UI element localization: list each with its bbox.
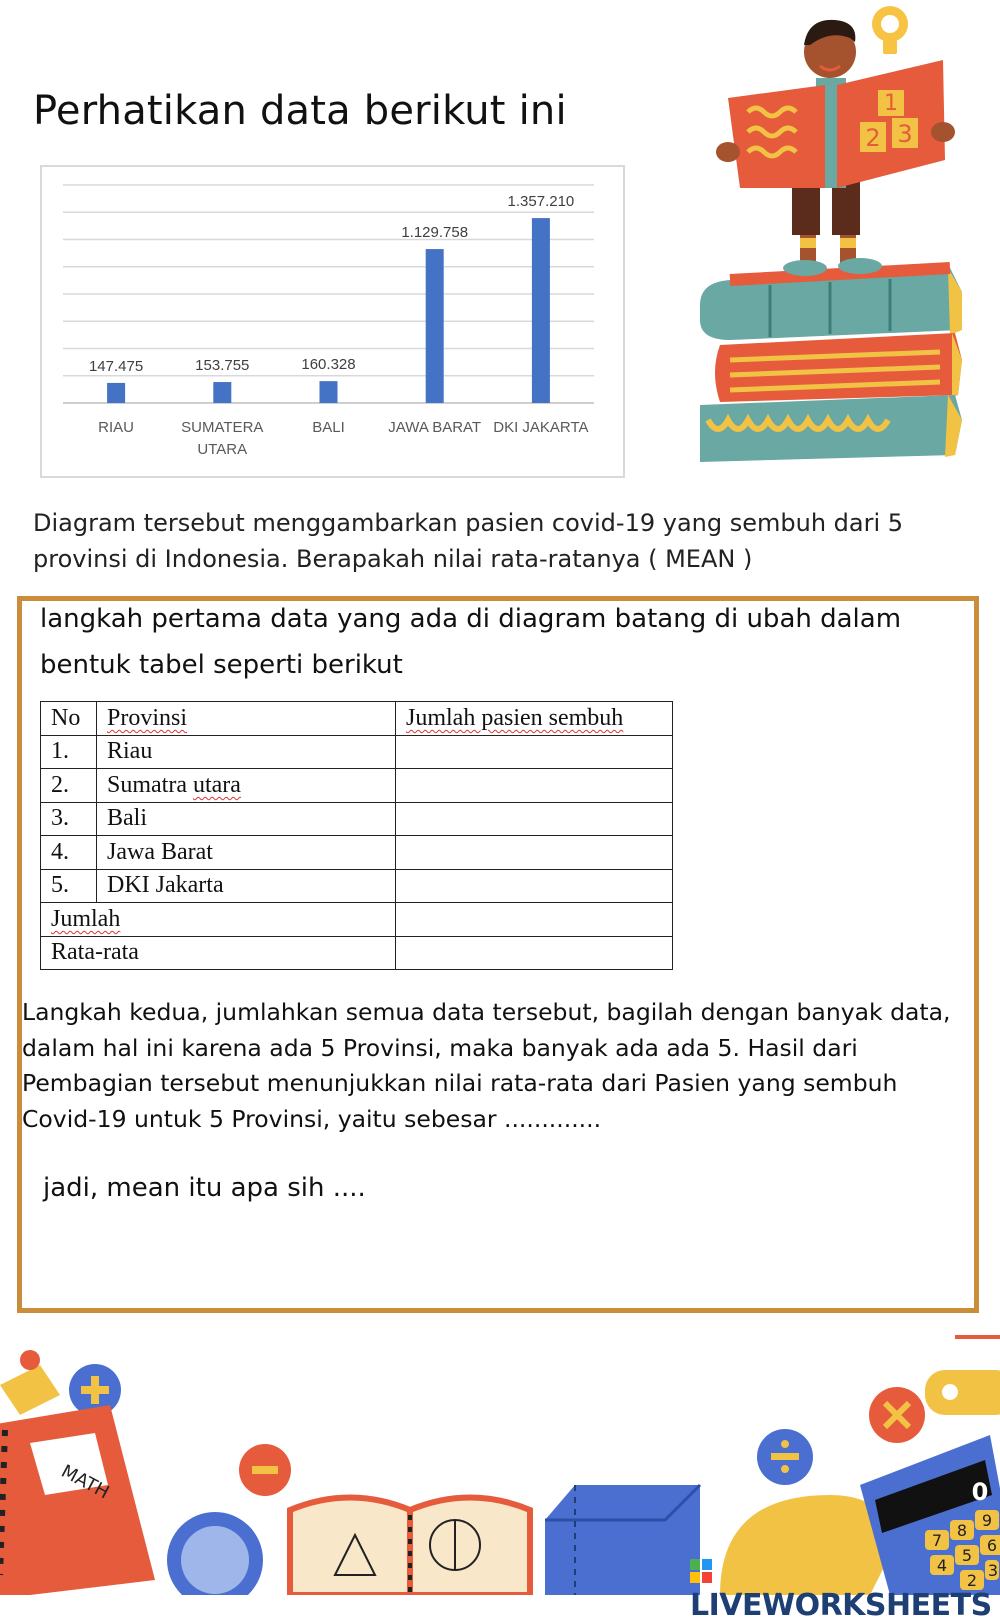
average-label: Rata-rata xyxy=(41,936,396,970)
chart-bar xyxy=(320,381,338,403)
svg-text:9: 9 xyxy=(981,1511,993,1530)
svg-text:7: 7 xyxy=(931,1531,943,1550)
chart-category-label: RIAU xyxy=(98,419,135,436)
total-value-cell[interactable] xyxy=(396,903,673,937)
minus-icon xyxy=(239,1444,291,1496)
table-row xyxy=(41,836,673,870)
closing-question: jadi, mean itu apa sih .... xyxy=(43,1173,366,1203)
row-provinsi: Sumatra utara xyxy=(97,769,396,803)
header-provinsi xyxy=(97,702,396,736)
row-no: 1. xyxy=(41,735,97,769)
row-no: 4. xyxy=(41,836,97,870)
table-row xyxy=(41,735,673,769)
liveworksheets-logo-icon xyxy=(690,1559,712,1583)
chart-category-label: DKI JAKARTA xyxy=(493,419,589,436)
header-no: No xyxy=(41,702,97,736)
books-stack-illustration xyxy=(700,268,962,462)
chart-data-label: 1.357.210 xyxy=(507,193,575,211)
page-title: Perhatikan data berikut ini xyxy=(33,88,567,134)
bar-chart xyxy=(40,165,625,478)
boy-reading-illustration xyxy=(716,20,955,276)
row-provinsi: Riau xyxy=(97,735,396,769)
provinsi-text-utara: utara xyxy=(192,771,241,798)
row-provinsi: Jawa Barat xyxy=(97,836,396,870)
lightbulb-icon xyxy=(872,6,908,54)
chart-data-label: 160.328 xyxy=(301,356,356,374)
svg-text:8: 8 xyxy=(956,1521,968,1540)
header-jumlah-text: Jumlah pasien sembuh xyxy=(406,704,624,731)
chart-data-label: 153.755 xyxy=(195,357,250,375)
header-jumlah xyxy=(396,702,673,736)
table-average-row xyxy=(41,936,673,970)
math-notebook-icon xyxy=(0,1405,155,1595)
row-no: 5. xyxy=(41,869,97,903)
total-label xyxy=(41,903,396,937)
row-jumlah-cell[interactable] xyxy=(396,869,673,903)
chart-data-label: 1.129.758 xyxy=(401,224,469,242)
question-text: Diagram tersebut menggambarkan pasien covid-19 yang sembuh dari 5 provinsi di Indonesia. Berapakah nilai rata-ratanya ( MEAN ) xyxy=(33,509,904,573)
bar-chart-svg xyxy=(42,167,623,476)
chart-category-label: UTARA xyxy=(197,441,248,458)
open-notebook-icon xyxy=(290,1498,530,1596)
magnifier-icon xyxy=(167,1512,263,1595)
row-jumlah-cell[interactable] xyxy=(396,735,673,769)
row-provinsi: Bali xyxy=(97,802,396,836)
svg-text:3: 3 xyxy=(897,120,913,148)
row-jumlah-cell[interactable] xyxy=(396,769,673,803)
chart-bar xyxy=(426,249,444,403)
chart-category-label: JAWA BARAT xyxy=(388,419,482,436)
boy-reading-on-books-illustration xyxy=(700,0,1000,470)
svg-text:2: 2 xyxy=(966,1571,978,1590)
svg-text:5: 5 xyxy=(961,1546,973,1565)
chart-bar xyxy=(107,383,125,403)
table-row xyxy=(41,869,673,903)
table-row xyxy=(41,769,673,803)
svg-text:2: 2 xyxy=(865,124,881,152)
multiply-icon xyxy=(869,1387,925,1443)
step1-instruction-line2: bentuk tabel seperti berikut xyxy=(40,650,403,680)
chart-category-label: SUMATERA xyxy=(181,419,264,436)
header-provinsi-text: Provinsi xyxy=(107,704,188,731)
table-header-row xyxy=(41,702,673,736)
blue-cube-icon xyxy=(545,1485,700,1595)
divide-icon xyxy=(757,1429,813,1485)
math-notebook-label: MATH xyxy=(57,1460,113,1504)
row-provinsi: DKI Jakarta xyxy=(97,869,396,903)
liveworksheets-watermark xyxy=(690,1553,1000,1623)
calculator-display: 0 xyxy=(971,1478,989,1506)
chart-bar xyxy=(213,382,231,403)
svg-text:1: 1 xyxy=(884,91,898,116)
average-value-cell[interactable] xyxy=(396,936,673,970)
table-total-row xyxy=(41,903,673,937)
data-table xyxy=(40,701,673,970)
row-jumlah-cell[interactable] xyxy=(396,802,673,836)
chart-category-label: BALI xyxy=(312,419,345,436)
total-label-text: Jumlah xyxy=(51,905,121,932)
table-row xyxy=(41,802,673,836)
chart-data-label: 147.475 xyxy=(88,357,144,375)
step2-instruction: Langkah kedua, jumlahkan semua data tersebut, bagilah dengan banyak data, dalam hal ini karena ada 5 Provinsi, maka banyak ada ada 5. Hasil dari Pembagian tersebut menunjukkan nilai rata-rata dari Pasien yang sembuh Covid-19 untuk 5 Provinsi, yaitu sebesar ............. xyxy=(22,998,951,1133)
chart-bar xyxy=(532,218,550,403)
row-no: 3. xyxy=(41,802,97,836)
svg-text:4: 4 xyxy=(936,1556,948,1575)
watermark-text: LIVEWORKSHEETS xyxy=(690,1588,992,1623)
row-no: 2. xyxy=(41,769,97,803)
row-jumlah-cell[interactable] xyxy=(396,836,673,870)
svg-text:3: 3 xyxy=(987,1561,999,1580)
svg-text:6: 6 xyxy=(986,1536,998,1555)
step1-instruction-line1: langkah pertama data yang ada di diagram batang di ubah dalam xyxy=(40,604,902,634)
ruler-icon xyxy=(925,1335,1000,1415)
